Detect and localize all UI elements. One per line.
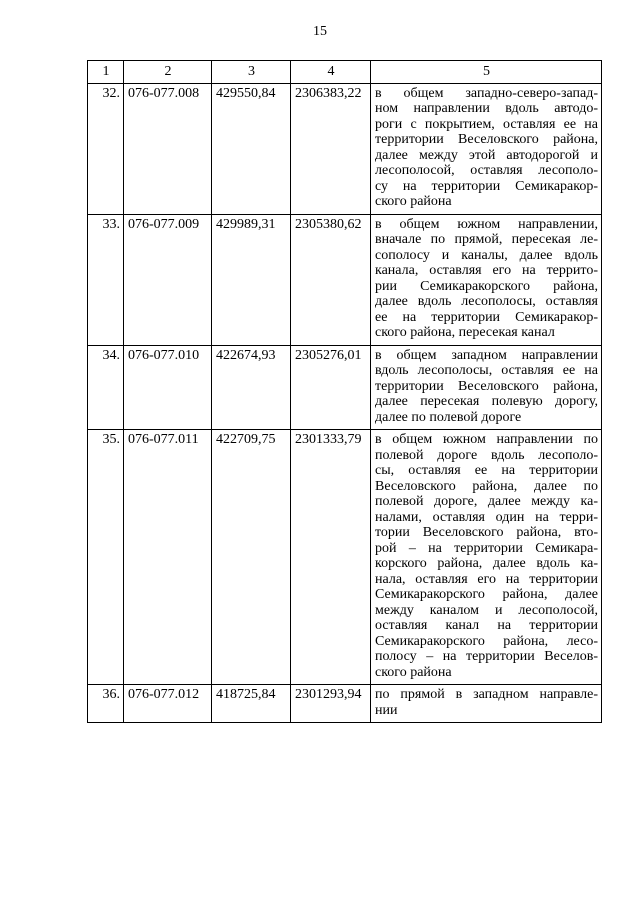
description-line: тории Веселовского района, вто-: [375, 525, 598, 540]
x-coordinate-cell: 429550,84: [212, 83, 291, 214]
row-number-cell: 34.: [88, 345, 124, 430]
description-line: полевой дороге, далее между ка-: [375, 494, 598, 509]
column-header-2: 2: [124, 61, 212, 84]
description-line: канала, оставляя его на террито-: [375, 263, 598, 278]
boundary-description-cell: [371, 214, 602, 345]
description-line: корского района, далее вдоль ка-: [375, 556, 598, 571]
description-line: сы, оставляя ее на территории: [375, 463, 598, 478]
description-line: рии Семикаракорского района,: [375, 278, 598, 294]
column-header-4: 4: [291, 61, 371, 84]
y-coordinate-cell: 2305276,01: [291, 345, 371, 430]
point-code-cell: 076-077.009: [124, 214, 212, 345]
description-line: территории Веселовского района,: [375, 132, 598, 147]
description-line: в общем западном направлении: [375, 347, 598, 363]
coordinates-table: [87, 60, 602, 723]
description-line: оставляя канал на территории: [375, 618, 598, 633]
x-coordinate-cell: 422709,75: [212, 430, 291, 685]
x-coordinate-cell: 418725,84: [212, 685, 291, 723]
boundary-description-cell: [371, 345, 602, 430]
table-row: [88, 83, 602, 214]
description-line: в общем южном направлении по: [375, 432, 598, 447]
row-number-cell: 33.: [88, 214, 124, 345]
table-row: [88, 430, 602, 685]
point-code-cell: 076-077.012: [124, 685, 212, 723]
description-line: рой – на территории Семикара-: [375, 540, 598, 556]
boundary-description-cell: [371, 83, 602, 214]
description-line: ского района: [375, 664, 452, 680]
row-number-cell: 36.: [88, 685, 124, 723]
description-line: полосу – на территории Веселов-: [375, 649, 598, 664]
description-line: ее на территории Семикаракор-: [375, 309, 598, 325]
point-code-cell: 076-077.010: [124, 345, 212, 430]
description-line: в общем южном направлении,: [375, 216, 598, 232]
table-body: [88, 83, 602, 723]
row-number-cell: 35.: [88, 430, 124, 685]
column-header-3: 3: [212, 61, 291, 84]
column-header-5: 5: [371, 61, 602, 84]
x-coordinate-cell: 429989,31: [212, 214, 291, 345]
point-code-cell: 076-077.008: [124, 83, 212, 214]
description-line: вначале по прямой, пересекая ле-: [375, 232, 598, 247]
column-header-1: 1: [88, 61, 124, 84]
point-code-cell: 076-077.011: [124, 430, 212, 685]
description-line: далее между этой автодорогой и: [375, 147, 598, 163]
description-line: ном направлении вдоль автодо-: [375, 101, 598, 116]
description-line: су на территории Семикаракор-: [375, 178, 598, 194]
y-coordinate-cell: 2301293,94: [291, 685, 371, 723]
description-line: между каналом и лесополосой,: [375, 602, 598, 618]
y-coordinate-cell: 2306383,22: [291, 83, 371, 214]
description-line: ского района: [375, 194, 452, 209]
description-line: далее по полевой дороге: [375, 409, 522, 425]
description-line: далее пересекая полевую дорогу,: [375, 394, 598, 409]
table-row: [88, 345, 602, 430]
description-line: Веселовского района, далее по: [375, 478, 598, 494]
description-line: налами, оставляя один на терри-: [375, 509, 598, 525]
description-line: в общем западно-северо-запад-: [375, 85, 598, 101]
description-line: вдоль лесополосы, оставляя ее на: [375, 363, 598, 378]
row-number-cell: 32.: [88, 83, 124, 214]
description-line: лесополосой, оставляя лесополо-: [375, 163, 598, 178]
table-row: [88, 685, 602, 723]
description-line: территории Веселовского района,: [375, 378, 598, 394]
description-line: ского района, пересекая канал: [375, 325, 555, 340]
description-line: Семикаракорского района, далее: [375, 587, 598, 602]
boundary-description-cell: [371, 430, 602, 685]
page-number: 15: [313, 24, 327, 39]
table-row: [88, 214, 602, 345]
y-coordinate-cell: 2305380,62: [291, 214, 371, 345]
description-line: Семикаракорского района, лесо-: [375, 633, 598, 649]
description-line: далее вдоль лесополосы, оставляя: [375, 294, 598, 309]
boundary-description-cell: [371, 685, 602, 723]
description-line: роги с покрытием, оставляя ее на: [375, 116, 598, 132]
y-coordinate-cell: 2301333,79: [291, 430, 371, 685]
table-header-row: [88, 61, 602, 84]
description-line: сополосу и каналы, далее вдоль: [375, 247, 598, 263]
x-coordinate-cell: 422674,93: [212, 345, 291, 430]
description-line: нии: [375, 702, 398, 718]
description-line: нала, оставляя его на территории: [375, 571, 598, 587]
description-line: по прямой в западном направле-: [375, 687, 598, 702]
description-line: полевой дороге вдоль лесополо-: [375, 447, 598, 463]
